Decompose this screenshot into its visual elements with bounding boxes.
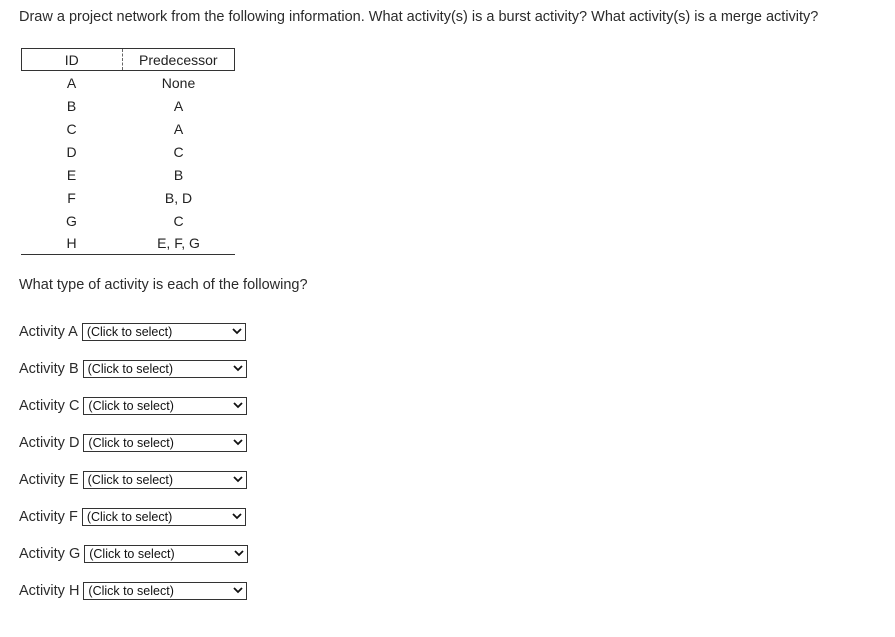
activity-c-select[interactable]: [83, 397, 247, 415]
activity-label: Activity G: [19, 545, 81, 562]
table-header: [21, 48, 235, 71]
row-predecessor: A: [173, 120, 184, 137]
row-predecessor: E, F, G: [157, 235, 200, 251]
table-row: [21, 117, 235, 140]
row-predecessor: B, D: [164, 189, 193, 206]
activity-row-e: [19, 461, 248, 498]
table-row: [21, 140, 235, 163]
table-row: [21, 232, 235, 255]
predecessor-table: [21, 48, 235, 255]
activity-label: Activity H: [19, 582, 80, 599]
chevron-down-icon: [233, 401, 243, 411]
row-predecessor: C: [173, 143, 184, 160]
row-predecessor: C: [173, 212, 184, 229]
question-text: Draw a project network from the following information. What activity(s) is a burst activity? What activity(s) is a merge activity?: [19, 9, 819, 25]
activity-row-a: [19, 313, 248, 350]
activity-e-select[interactable]: [83, 471, 247, 489]
table-row: [21, 163, 235, 186]
activity-label: Activity A: [19, 323, 78, 340]
header-id: ID: [22, 49, 123, 70]
activity-label: Activity E: [19, 471, 79, 488]
activity-b-select[interactable]: [83, 360, 247, 378]
activity-row-b: [19, 350, 248, 387]
activity-label: Activity F: [19, 508, 78, 525]
select-value: (Click to select): [88, 583, 174, 598]
activity-d-select[interactable]: [83, 434, 247, 452]
activity-row-d: [19, 424, 248, 461]
chevron-down-icon: [234, 549, 244, 559]
activity-label: Activity C: [19, 397, 80, 414]
select-value: (Click to select): [89, 546, 175, 561]
table-row: [21, 186, 235, 209]
select-value: (Click to select): [86, 324, 173, 339]
row-id: B: [66, 97, 77, 114]
row-id: A: [66, 74, 77, 91]
activity-h-select[interactable]: [83, 582, 247, 600]
activity-row-g: [19, 535, 248, 572]
activity-row-c: [19, 387, 248, 424]
chevron-down-icon: [233, 364, 243, 374]
table-row: [21, 209, 235, 232]
activity-label: Activity D: [19, 434, 80, 451]
row-id: H: [66, 235, 77, 251]
chevron-down-icon: [233, 438, 243, 448]
activity-row-f: [19, 498, 248, 535]
select-value: (Click to select): [87, 472, 174, 487]
row-predecessor: A: [173, 97, 184, 114]
activity-list: [19, 313, 248, 609]
row-id: C: [66, 120, 77, 137]
activity-a-select[interactable]: [82, 323, 246, 341]
chevron-down-icon: [232, 512, 242, 522]
row-id: G: [66, 212, 77, 229]
select-value: (Click to select): [88, 435, 174, 450]
row-predecessor: B: [173, 166, 184, 183]
activity-g-select[interactable]: [84, 545, 248, 563]
table-row: [21, 71, 235, 94]
select-value: (Click to select): [88, 398, 174, 413]
subquestion-text: What type of activity is each of the following?: [19, 277, 308, 293]
select-value: (Click to select): [87, 361, 174, 376]
row-predecessor: None: [161, 74, 196, 91]
select-value: (Click to select): [86, 509, 173, 524]
row-id: D: [66, 143, 77, 160]
chevron-down-icon: [233, 586, 243, 596]
table-row: [21, 94, 235, 117]
chevron-down-icon: [232, 327, 242, 337]
activity-row-h: [19, 572, 248, 609]
chevron-down-icon: [233, 475, 243, 485]
row-id: E: [66, 166, 77, 183]
header-predecessor: Predecessor: [138, 51, 218, 68]
activity-label: Activity B: [19, 360, 79, 377]
row-id: F: [67, 189, 76, 206]
activity-f-select[interactable]: [82, 508, 246, 526]
